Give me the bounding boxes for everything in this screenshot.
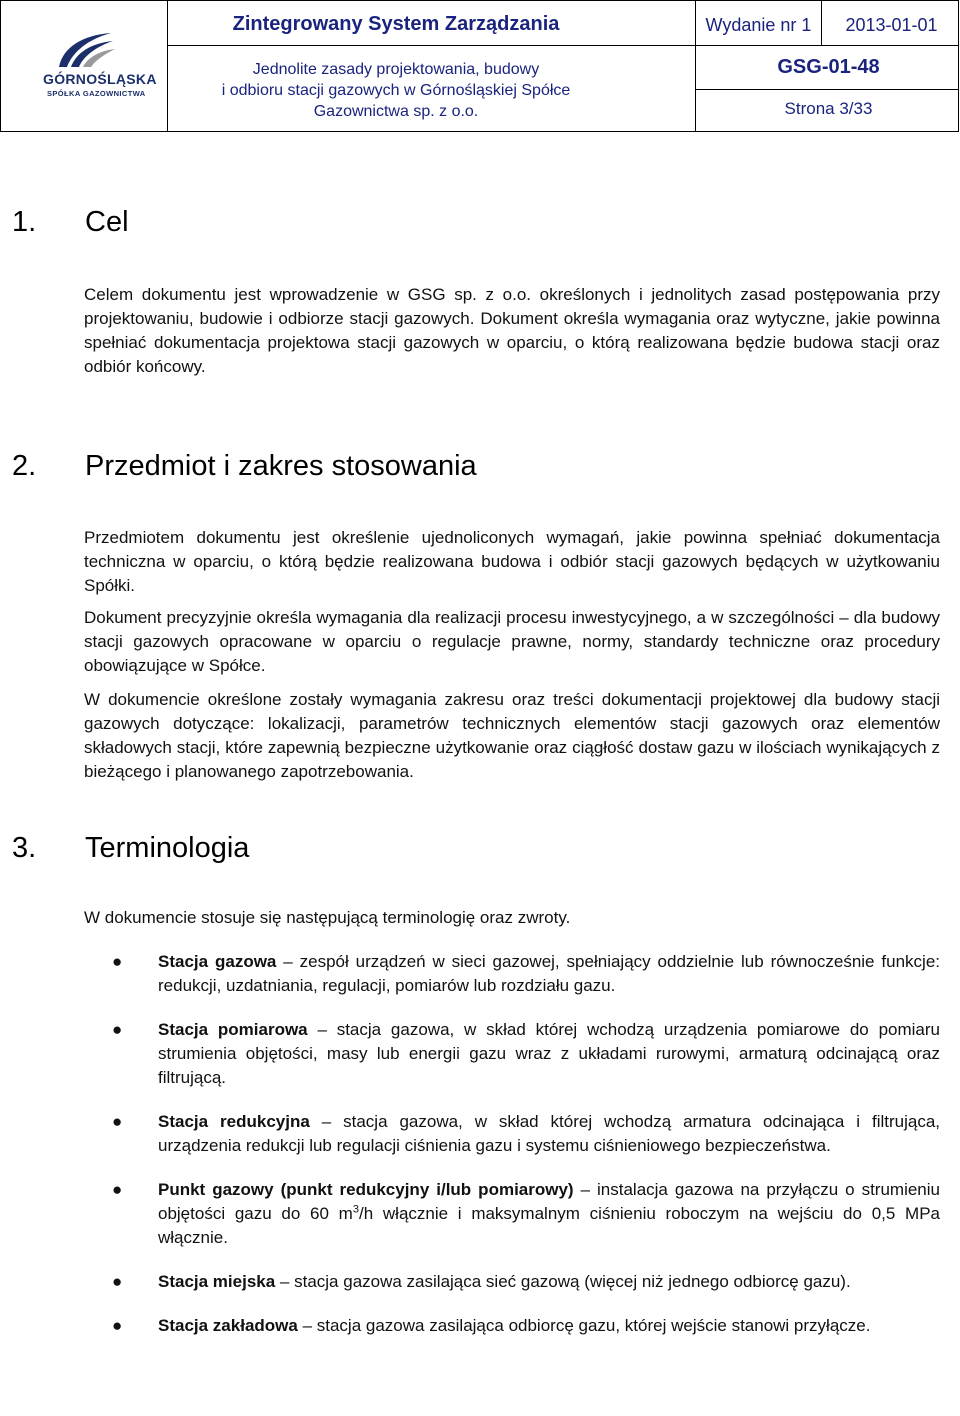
document-code: GSG-01-48 (777, 56, 880, 78)
bullet-icon: ● (112, 952, 123, 971)
paragraph: Celem dokumentu jest wprowadzenie w GSG sp. z o.o. określonych i jednolitych zasad postępowania przy projektowaniu, budowie i odbiorze stacji gazowych. Dokument określa wymagania oraz wytyczne, jakie powinna spełniać dokumentacja projektowa stacji gazowych w oparciu, o którą realizowana będzie budowa stacji oraz odbiór końcowy. (84, 285, 940, 376)
term-definition: – stacja gazowa zasilająca sieć gazową (więcej niż jednego odbiorcę gazu). (275, 1272, 851, 1291)
bullet-icon: ● (112, 1272, 123, 1291)
section-number: 2. (12, 450, 37, 482)
term-name: Stacja pomiarowa (158, 1020, 308, 1039)
list-item (112, 950, 940, 998)
section-number: 1. (12, 206, 37, 238)
header-divider (821, 1, 822, 45)
system-title: Zintegrowany System Zarządzania (232, 13, 560, 35)
paragraph: Dokument precyzyjnie określa wymagania dla realizacji procesu inwestycyjnego, a w szczególności – dla budowy stacji gazowych opracowane w oparciu o regulacje prawne, normy, standardy techniczne oraz procedury obowiązujące w Spółce. (84, 608, 940, 675)
list-item (112, 1178, 940, 1250)
section-number: 3. (12, 832, 37, 864)
term-definition: – instalacja gazowa na przyłączu o strumieniu objętości gazu do 60 m (158, 1180, 940, 1223)
term-name: Stacja zakładowa (158, 1316, 298, 1335)
section-heading (12, 832, 249, 865)
list-item (112, 1270, 940, 1294)
header-divider (167, 45, 959, 46)
list-item (112, 1018, 940, 1090)
paragraph: W dokumencie określone zostały wymagania zakresu oraz treści dokumentacji projektowej dla budowy stacji gazowych dotyczące: lokalizacji, parametrów technicznych elementów stacji gazowych oraz elementów składowych stacji, które zapewnią bezpieczne użytkowanie oraz ciągłość dostaw gazu w ilościach wynikających z bieżącego i planowanego zapotrzebowania. (84, 690, 940, 781)
flame-logo-icon (49, 29, 119, 71)
bullet-icon: ● (112, 1020, 123, 1039)
document-title-line: i odbioru stacji gazowych w Górnośląskiej Spółce (221, 82, 571, 99)
term-definition: – stacja gazowa, w skład której wchodzą urządzenia pomiarowe do pomiaru strumienia objętości, masy lub energii gazu wraz z układami rurowymi, armaturą odcinającą oraz filtrującą. (158, 1020, 940, 1087)
paragraph: Przedmiotem dokumentu jest określenie ujednoliconych wymagań, jakie powinna spełniać dokumentacja techniczna w oparciu, o którą będzie realizowana budowa i odbiór stacji gazowych będących w użytkowaniu Spółki. (84, 528, 940, 595)
terminology-list (112, 950, 940, 1338)
superscript: 3 (352, 1203, 359, 1216)
section-title: Przedmiot i zakres stosowania (85, 450, 477, 482)
page-number: Strona 3/33 (784, 99, 873, 118)
term-definition: – zespół urządzeń w sieci gazowej, spełniający oddzielnie lub równocześnie funkcje: redukcji, uzdatniania, regulacji, pomiarów lub rozdziału gazu. (158, 952, 940, 995)
bullet-icon: ● (112, 1112, 123, 1131)
document-title-line: Gazownictwa sp. z o.o. (313, 103, 479, 120)
header-divider (695, 1, 696, 131)
document-title (167, 59, 625, 122)
term-definition: – stacja gazowa zasilająca odbiorcę gazu, której wejście stanowi przyłącze. (297, 1316, 871, 1335)
section-title: Terminologia (85, 832, 250, 864)
list-item (112, 1314, 940, 1338)
section-heading (12, 206, 129, 239)
company-logo (1, 1, 167, 131)
term-name: Stacja miejska (158, 1272, 276, 1291)
term-name: Stacja redukcyjna (158, 1112, 310, 1131)
term-name: Punkt gazowy (punkt redukcyjny i/lub pomiarowy) (158, 1180, 574, 1199)
section-heading (12, 450, 477, 483)
term-definition: – stacja gazowa, w skład której wchodzą armatura odcinająca i filtrująca, urządzenia redukcji lub regulacji ciśnienia gazu i systemu ciśnieniowego bezpieczeństwa. (158, 1112, 941, 1155)
document-header (0, 0, 959, 132)
term-name: Stacja gazowa (158, 952, 277, 971)
edition-label: Wydanie nr 1 (705, 15, 812, 35)
term-definition: /h włącznie i maksymalnym ciśnieniu roboczym na wejściu do 0,5 MPa włącznie. (158, 1204, 941, 1247)
logo-subtitle: SPÓŁKA GAZOWNICTWA (47, 89, 146, 98)
bullet-icon: ● (112, 1180, 123, 1199)
logo-name: GÓRNOŚLĄSKA (43, 71, 157, 87)
document-title-line: Jednolite zasady projektowania, budowy (252, 61, 540, 78)
list-item (112, 1110, 940, 1158)
section-title: Cel (85, 206, 129, 238)
bullet-icon: ● (112, 1316, 123, 1335)
header-divider (695, 89, 959, 90)
paragraph: W dokumencie stosuje się następującą terminologię oraz zwroty. (84, 908, 571, 927)
edition-date: 2013-01-01 (845, 15, 938, 35)
